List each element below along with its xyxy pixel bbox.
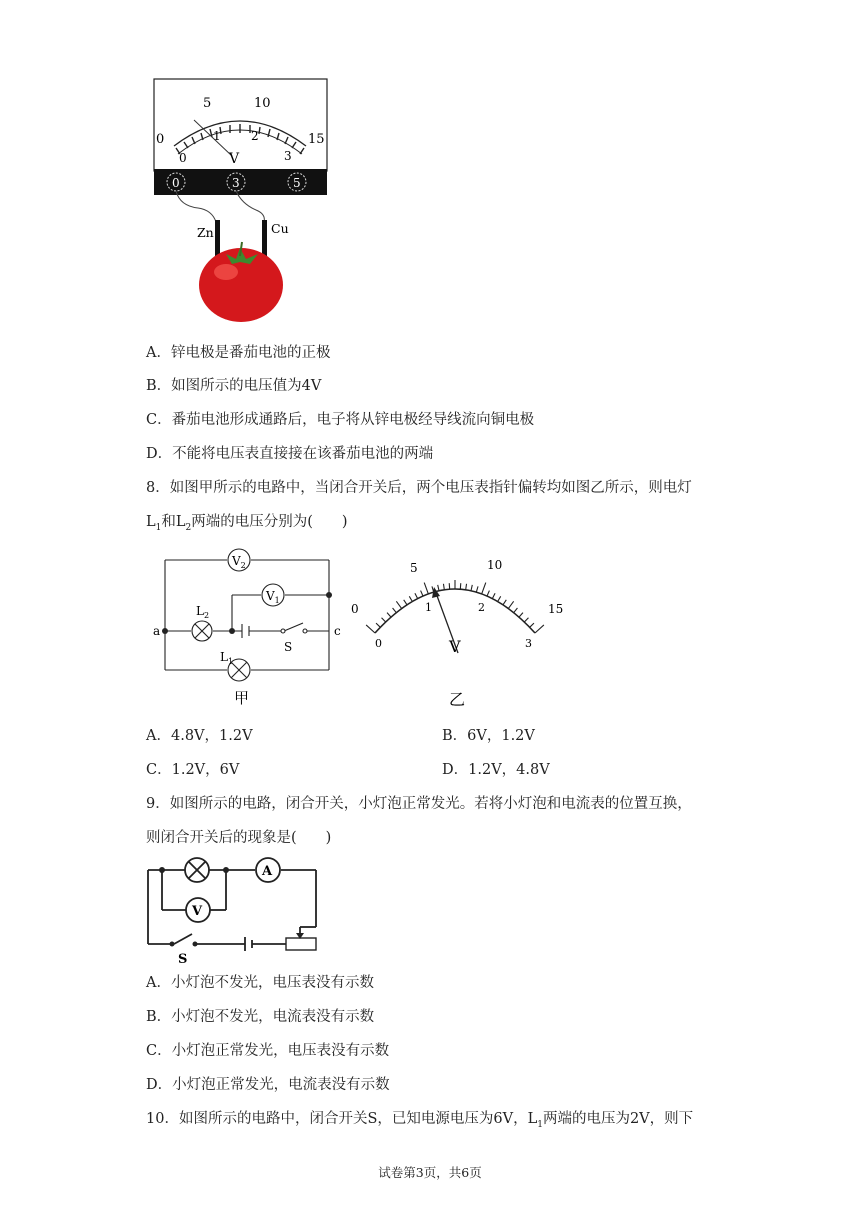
scale-tick: [421, 591, 423, 596]
scale-tick: [409, 596, 412, 601]
voltmeter-label: V: [192, 904, 203, 919]
q8-option-c: C．1.2V，6V: [146, 762, 240, 778]
q7-option-d: D．不能将电压表直接接在该番茄电池的两端: [146, 446, 434, 462]
q8-stem-line2: $L_1$和$L_2$两端的电压分别为( ): [146, 514, 348, 533]
meter-top-0: 0: [156, 132, 165, 147]
meter-top-5: 5: [203, 96, 212, 111]
q7-option-b: B．如图所示的电压值为4V: [146, 378, 322, 394]
q8-option-a: A．4.8V，1.2V: [146, 728, 253, 744]
scale-tick: [438, 585, 439, 591]
q8-circuit-diagram: [148, 545, 348, 715]
meter2-top-5: 5: [410, 561, 418, 575]
q9-stem-line1: 9．如图所示的电路，闭合开关，小灯泡正常发光。若将小灯泡和电流表的位置互换，: [146, 796, 692, 812]
scale-tick: [514, 608, 518, 613]
page-footer: 试卷第3页，共6页: [378, 1165, 482, 1180]
switch-s: S: [284, 640, 293, 654]
scale-tick: [508, 601, 513, 608]
meter-bottom-2: 2: [251, 129, 259, 143]
scale-tick: [387, 613, 391, 618]
scale-tick: [396, 601, 401, 608]
q7-option-c: C．番茄电池形成通路后，电子将从锌电极经导线流向铜电极: [146, 412, 535, 428]
meter2-unit: V: [449, 637, 461, 656]
node-c: c: [334, 624, 341, 638]
scale-tick: [393, 608, 397, 613]
meter2-bottom-2: 2: [478, 601, 485, 614]
terminal-3: 3: [232, 176, 240, 190]
meter-unit: V: [229, 151, 240, 167]
scale-tick: [382, 618, 386, 622]
scale-tick: [471, 585, 472, 591]
scale-tick: [492, 593, 495, 598]
meter-bottom-3: 3: [284, 149, 292, 163]
scale-tick: [524, 618, 528, 622]
scale-tick: [530, 623, 534, 627]
meter2-top-15: 15: [548, 602, 564, 616]
q8-option-b: B．6V，1.2V: [442, 728, 535, 744]
meter2-bottom-1: 1: [425, 601, 432, 614]
scale-tick: [424, 583, 428, 594]
scale-tick: [466, 584, 467, 590]
ammeter-label: A: [262, 864, 273, 879]
terminal-0: 0: [172, 176, 180, 190]
l1-label: $L_1$: [220, 650, 234, 666]
q8-option-d: D．1.2V，4.8V: [442, 762, 550, 778]
scale-tick: [503, 600, 506, 605]
q9-option-a: A．小灯泡不发光，电压表没有示数: [146, 975, 374, 991]
q7-option-a: A．锌电极是番茄电池的正极: [146, 345, 331, 361]
q9-circuit-diagram: [140, 855, 330, 970]
scale-tick: [498, 596, 501, 601]
q9-option-c: C．小灯泡正常发光，电压表没有示数: [146, 1043, 390, 1059]
scale-tick: [376, 623, 380, 627]
scale-tick: [443, 584, 444, 590]
scale-tick: [476, 586, 478, 592]
q9-stem-line2: 则闭合开关后的现象是( ): [146, 830, 332, 846]
q8-stem-line1: 8．如图甲所示的电路中，当闭合开关后，两个电压表指针偏转均如图乙所示，则电灯: [146, 480, 692, 496]
meter2-bottom-0: 0: [375, 637, 382, 650]
v2-label: $V_2$: [232, 554, 246, 570]
scale-tick: [482, 583, 486, 594]
scale-tick: [487, 591, 489, 596]
node-a: a: [153, 624, 161, 638]
electrode-zn: Zn: [197, 225, 214, 240]
meter-top-10: 10: [254, 96, 271, 111]
switch-label: S: [178, 952, 188, 967]
q9-option-d: D．小灯泡正常发光，电流表没有示数: [146, 1077, 390, 1093]
caption-yi: 乙: [449, 690, 466, 709]
l2-label: $L_2$: [196, 604, 210, 620]
scale-tick: [404, 600, 407, 605]
q9-option-b: B．小灯泡不发光，电流表没有示数: [146, 1009, 375, 1025]
meter2-top-0: 0: [351, 602, 359, 616]
meter-bottom-1: 1: [213, 129, 221, 143]
meter-top-15: 15: [308, 132, 325, 147]
meter2-top-10: 10: [487, 558, 503, 572]
caption-jia: 甲: [234, 689, 250, 707]
electrode-cu: Cu: [271, 221, 289, 236]
scale-tick: [519, 613, 523, 618]
scale-tick: [535, 625, 544, 633]
q10-stem: 10．如图所示的电路中，闭合开关S，已知电源电压为6V，$L_1$两端的电压为2V，则下: [146, 1111, 694, 1130]
v1-label: $V_1$: [266, 589, 280, 605]
q8-voltmeter-diagram: [345, 555, 575, 715]
meter-bottom-0: 0: [179, 151, 187, 165]
meter2-bottom-3: 3: [525, 637, 532, 650]
scale-tick: [366, 625, 375, 633]
scale-tick: [415, 593, 418, 598]
terminal-5: 5: [293, 176, 301, 190]
tomato-battery-figure: [150, 76, 335, 326]
